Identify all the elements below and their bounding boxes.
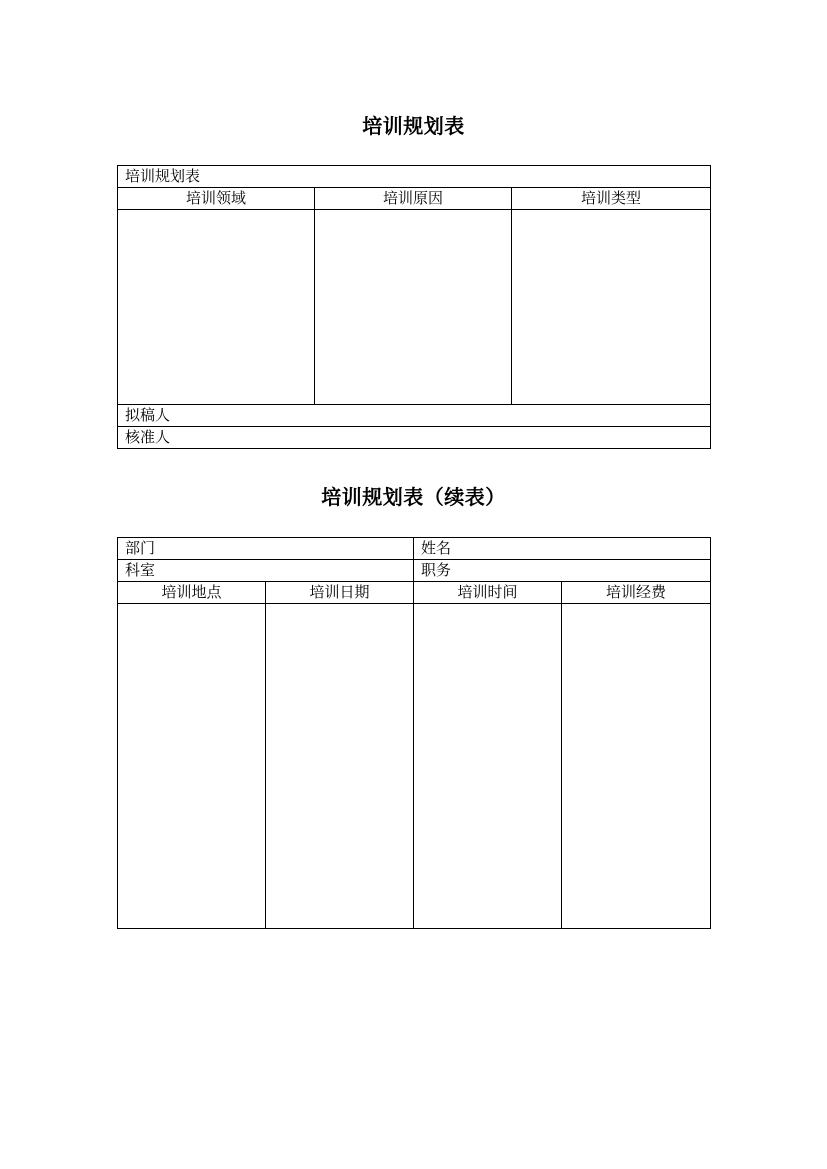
department-field[interactable]: 部门: [118, 538, 414, 560]
training-reason-entry-cell[interactable]: [315, 210, 512, 405]
name-field[interactable]: 姓名: [414, 538, 711, 560]
column-header-training-date: 培训日期: [266, 582, 414, 604]
column-header-training-area: 培训领域: [118, 188, 315, 210]
drafter-field[interactable]: 拟稿人: [118, 405, 711, 427]
training-plan-continued-table: [117, 537, 711, 929]
column-header-training-type: 培训类型: [512, 188, 711, 210]
approver-field[interactable]: 核准人: [118, 427, 711, 449]
training-location-entry-cell[interactable]: [118, 604, 266, 929]
training-cost-entry-cell[interactable]: [562, 604, 711, 929]
training-date-entry-cell[interactable]: [266, 604, 414, 929]
continued-form-title: 培训规划表（续表）: [321, 485, 506, 509]
section-field[interactable]: 科室: [118, 560, 414, 582]
training-plan-table: [117, 165, 711, 449]
training-area-entry-cell[interactable]: [118, 210, 315, 405]
plan-form-title: 培训规划表: [362, 114, 465, 138]
training-type-entry-cell[interactable]: [512, 210, 711, 405]
table-label-cell: 培训规划表: [118, 166, 711, 188]
column-header-training-location: 培训地点: [118, 582, 266, 604]
training-time-entry-cell[interactable]: [414, 604, 562, 929]
column-header-training-cost: 培训经费: [562, 582, 711, 604]
column-header-training-reason: 培训原因: [315, 188, 512, 210]
position-field[interactable]: 职务: [414, 560, 711, 582]
column-header-training-time: 培训时间: [414, 582, 562, 604]
